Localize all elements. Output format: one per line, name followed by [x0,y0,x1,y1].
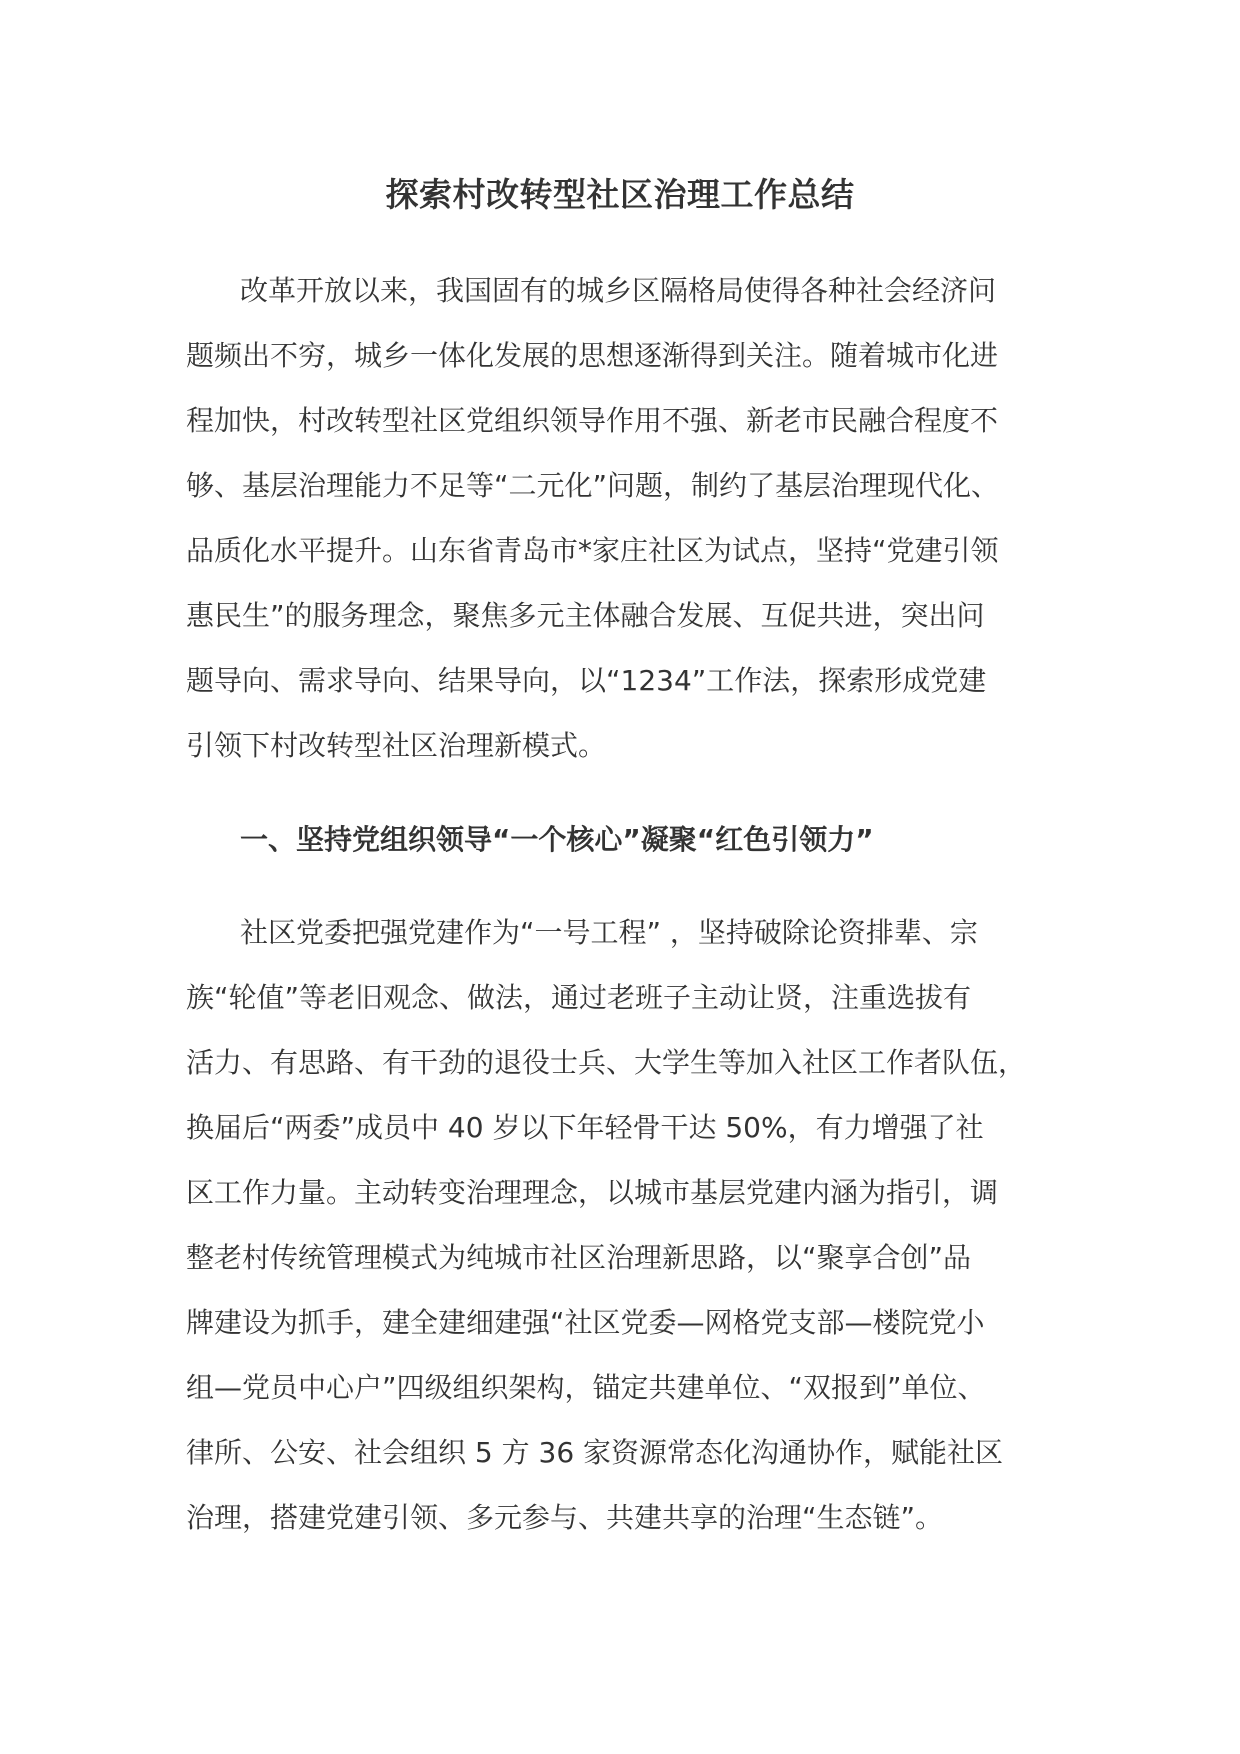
paragraph-line: 改革开放以来，我国固有的城乡区隔格局使得各种社会经济问 [240,274,997,307]
paragraph-line: 换届后“两委”成员中 40 岁以下年轻骨干达 50%，有力增强了社 [186,1111,984,1144]
paragraph-line: 程加快，村改转型社区党组织领导作用不强、新老市民融合程度不 [186,404,999,437]
paragraph-line: 够、基层治理能力不足等“二元化”问题，制约了基层治理现代化、 [186,469,1000,502]
document-title: 探索村改转型社区治理工作总结 [385,175,855,214]
paragraph-line: 组—党员中心户”四级组织架构，锚定共建单位、“双报到”单位、 [186,1371,986,1404]
paragraph-line: 题频出不穷，城乡一体化发展的思想逐渐得到关注。随着城市化进 [186,339,999,372]
paragraph-line: 惠民生”的服务理念，聚焦多元主体融合发展、互促共进，突出问 [186,599,985,632]
paragraph-line: 活力、有思路、有干劲的退役士兵、大学生等加入社区工作者队伍， [186,1046,1027,1079]
paragraph-section-1 [186,900,1076,1550]
paragraph-line: 律所、公安、社会组织 5 方 36 家资源常态化沟通协作，赋能社区 [186,1436,1004,1469]
paragraph-line: 社区党委把强党建作为“一号工程” ，坚持破除论资排辈、宗 [240,916,978,949]
paragraph-line: 引领下村改转型社区治理新模式。 [186,729,607,762]
paragraph-intro [186,258,1076,778]
paragraph-line: 牌建设为抓手，建全建细建强“社区党委—网格党支部—楼院党小 [186,1306,985,1339]
paragraph-line: 题导向、需求导向、结果导向，以“1234”工作法，探索形成党建 [186,664,987,697]
paragraph-line: 品质化水平提升。山东省青岛市*家庄社区为试点，坚持“党建引领 [186,534,999,567]
paragraph-line: 区工作力量。主动转变治理理念，以城市基层党建内涵为指引，调 [186,1176,999,1209]
paragraph-line: 族“轮值”等老旧观念、做法，通过老班子主动让贤，注重选拔有 [186,981,972,1014]
paragraph-line: 整老村传统管理模式为纯城市社区治理新思路，以“聚享合创”品 [186,1241,972,1274]
section-heading-1: 一、坚持党组织领导“一个核心”凝聚“红色引领力” [240,823,874,856]
paragraph-line: 治理，搭建党建引领、多元参与、共建共享的治理“生态链”。 [186,1501,944,1534]
